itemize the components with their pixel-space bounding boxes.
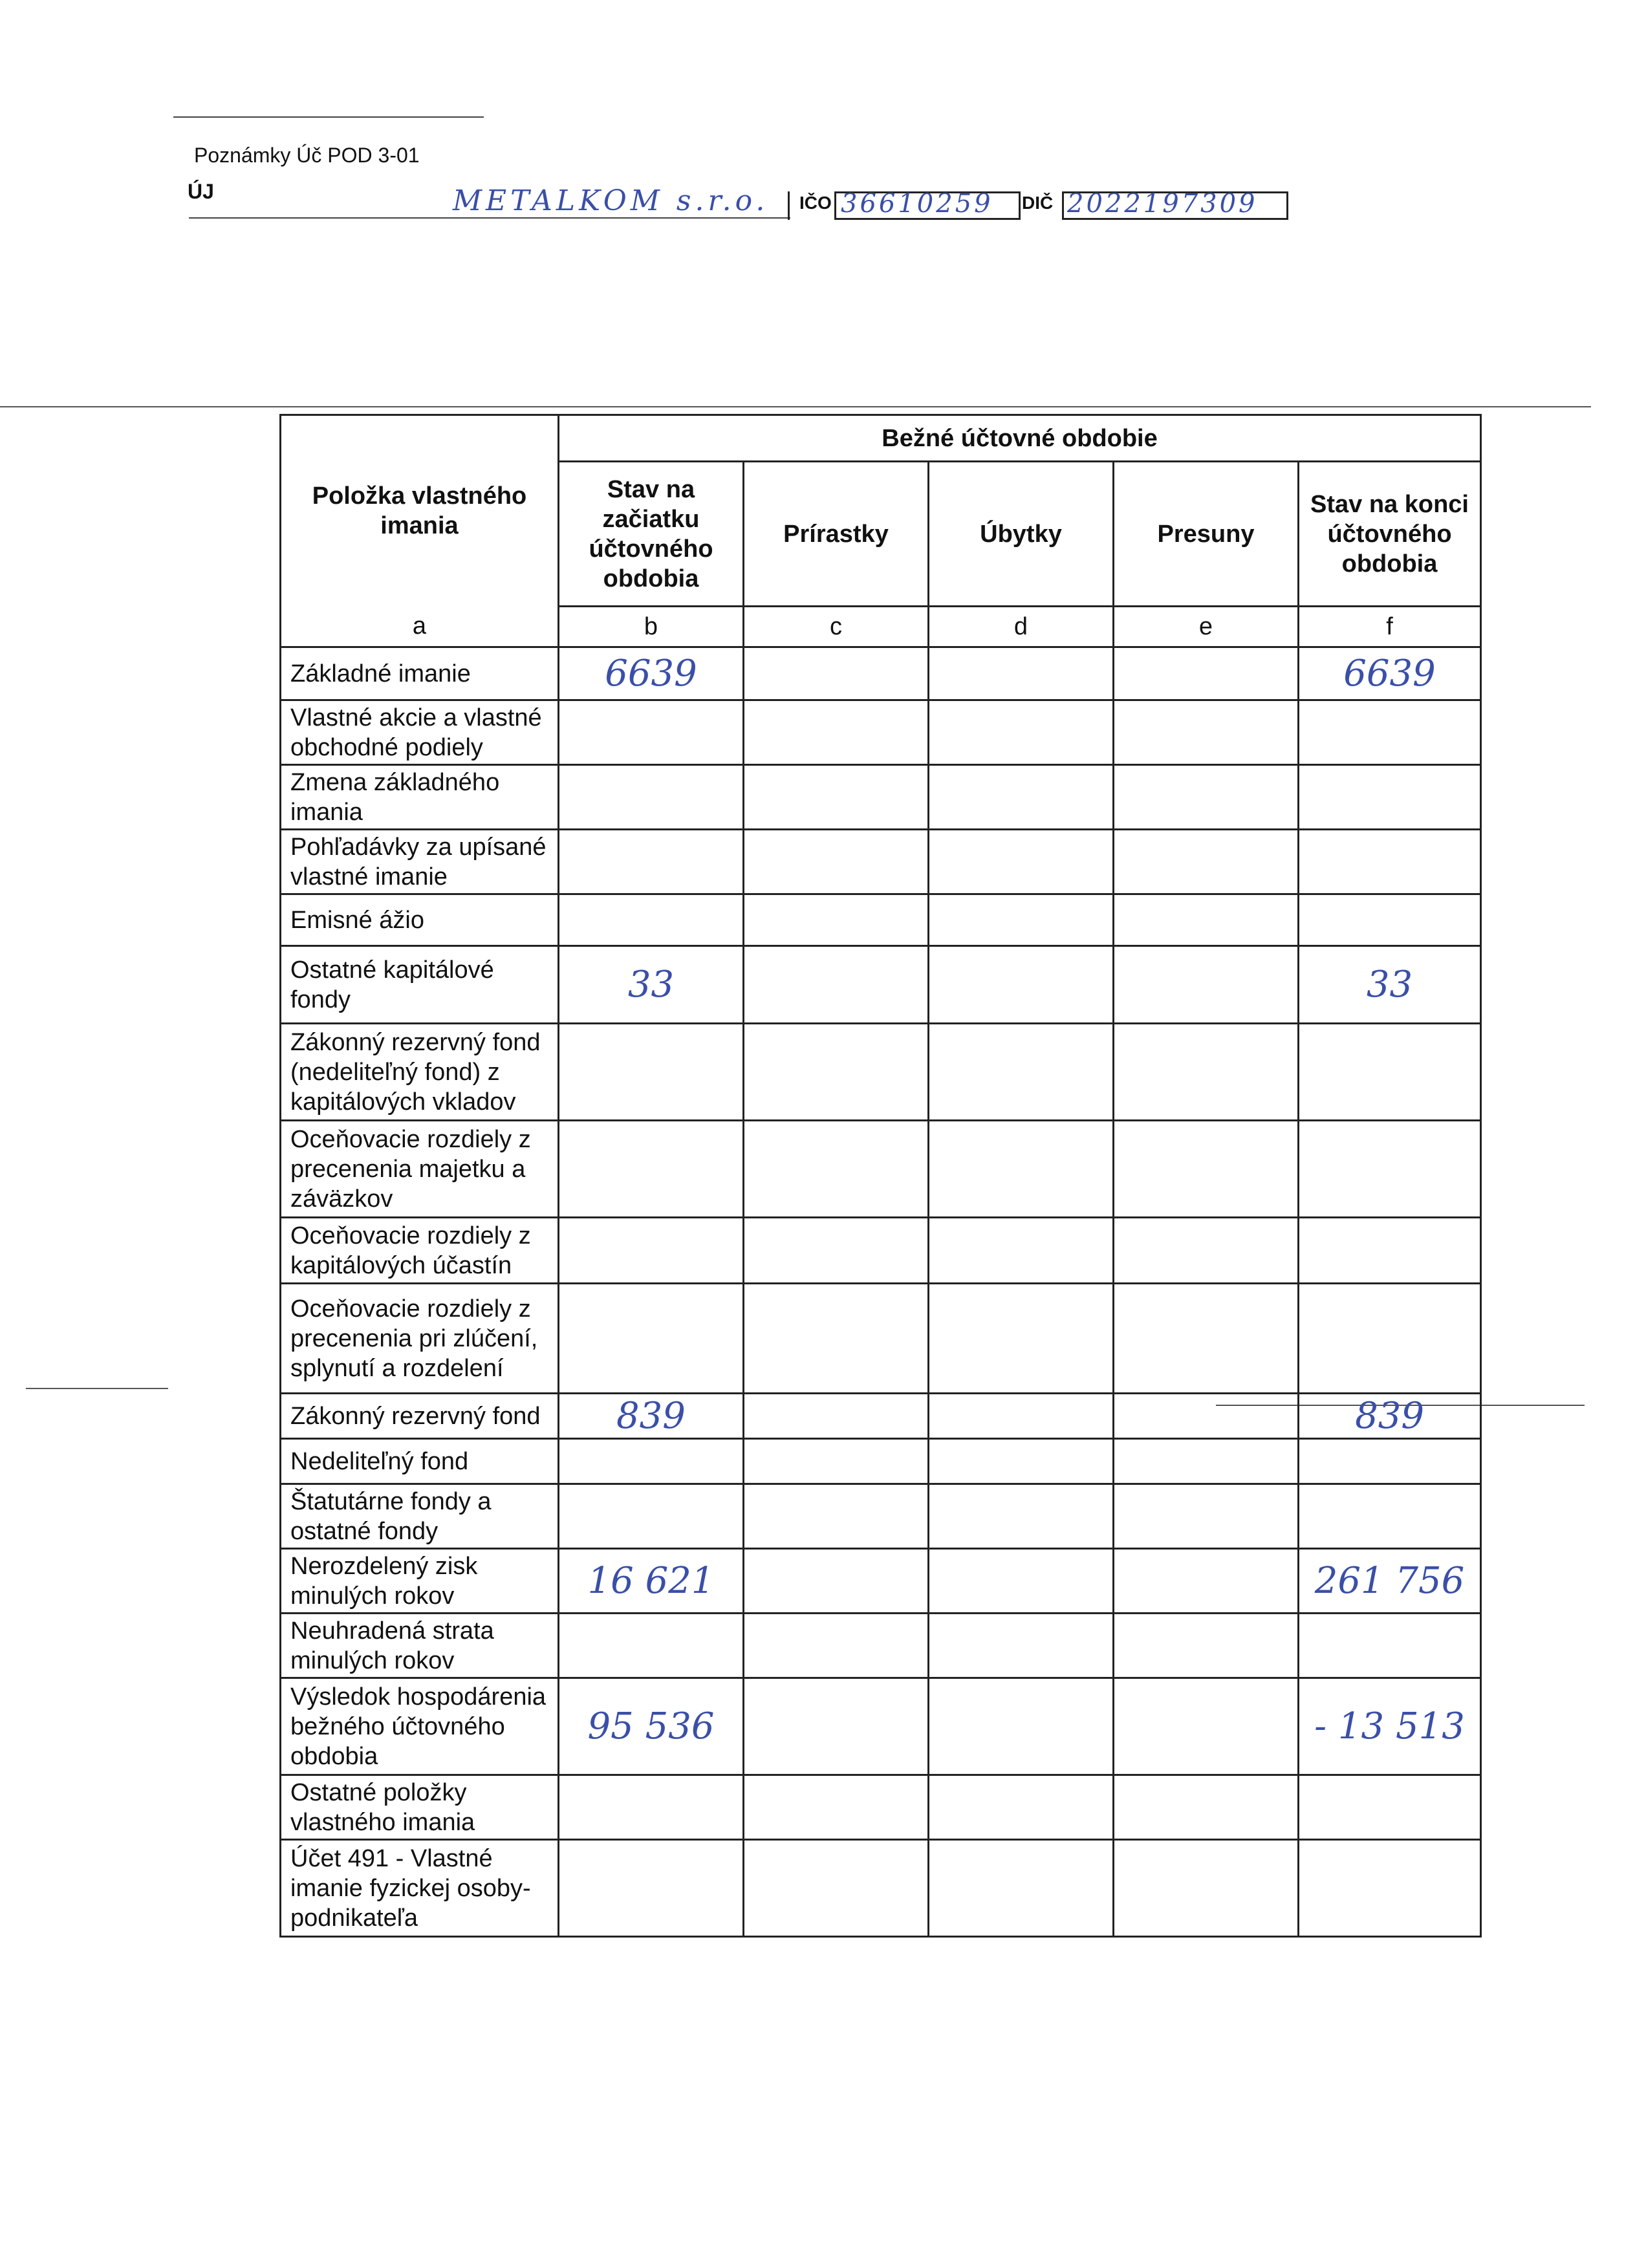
cell-e: [1114, 647, 1299, 700]
table-row: [281, 1218, 1481, 1284]
cell-e: [1114, 1439, 1299, 1484]
cell-c: [744, 1218, 929, 1284]
equity-table: [279, 414, 1482, 1938]
col-letter-a: a: [281, 607, 559, 647]
ico-value: 36610259: [841, 189, 993, 219]
col-header-c: Prírastky: [744, 462, 929, 607]
cell-c: [744, 647, 929, 700]
ico-label: IČO: [799, 193, 832, 213]
table-row: [281, 946, 1481, 1024]
cell-f: [1299, 1284, 1481, 1394]
cell-f: [1299, 765, 1481, 830]
cell-f: [1299, 1484, 1481, 1549]
cell-c: [744, 1840, 929, 1937]
table-row: [281, 830, 1481, 894]
col-header-b: Stav na začiatku účtovného obdobia: [559, 462, 744, 607]
col-header-d: Úbytky: [929, 462, 1114, 607]
cell-d: [929, 1439, 1114, 1484]
row-label: Ostatné kapitálové fondy: [281, 946, 559, 1024]
cell-e: [1114, 894, 1299, 946]
cell-c: [744, 765, 929, 830]
cell-d: [929, 1284, 1114, 1394]
cell-b: [559, 830, 744, 894]
cell-d: [929, 1218, 1114, 1284]
cell-f: [1299, 1218, 1481, 1284]
cell-e: [1114, 1024, 1299, 1121]
cell-b: [559, 1121, 744, 1218]
row-label: Oceňovacie rozdiely z precenenia majetku a záväzkov: [281, 1121, 559, 1218]
row-label: Výsledok hospodárenia bežného účtovného obdobia: [281, 1678, 559, 1775]
cell-e: [1114, 1284, 1299, 1394]
cell-c: [744, 1284, 929, 1394]
cell-b: 33: [559, 946, 744, 1024]
row-label: Ostatné položky vlastného imania: [281, 1775, 559, 1840]
cell-f: 839: [1299, 1394, 1481, 1439]
col-letter-b: b: [559, 607, 744, 647]
col-letter-e: e: [1114, 607, 1299, 647]
row-label: Emisné ážio: [281, 894, 559, 946]
cell-d: [929, 1840, 1114, 1937]
cell-c: [744, 1614, 929, 1678]
table-row: [281, 700, 1481, 765]
cell-f: [1299, 1121, 1481, 1218]
cell-c: [744, 1121, 929, 1218]
cell-c: [744, 1775, 929, 1840]
cell-b: [559, 894, 744, 946]
row-label: Základné imanie: [281, 647, 559, 700]
top-rule: [173, 116, 484, 118]
col-letter-f: f: [1299, 607, 1481, 647]
table-row: [281, 1121, 1481, 1218]
cell-e: [1114, 765, 1299, 830]
cell-e: [1114, 1218, 1299, 1284]
row-label: Oceňovacie rozdiely z precenenia pri zlúčení, splynutí a rozdelení: [281, 1284, 559, 1394]
table-row: [281, 1439, 1481, 1484]
cell-b: 839: [559, 1394, 744, 1439]
cell-b: [559, 1484, 744, 1549]
scan-line-mid: [26, 1388, 168, 1389]
table-row: [281, 1678, 1481, 1775]
row-label: Zákonný rezervný fond: [281, 1394, 559, 1439]
uj-label: ÚJ: [188, 180, 214, 203]
table-row: [281, 1614, 1481, 1678]
scan-line-top: [0, 406, 1591, 407]
cell-e: [1114, 1614, 1299, 1678]
cell-c: [744, 1484, 929, 1549]
cell-e: [1114, 1775, 1299, 1840]
cell-e: [1114, 1394, 1299, 1439]
row-label: Pohľadávky za upísané vlastné imanie: [281, 830, 559, 894]
cell-d: [929, 830, 1114, 894]
cell-d: [929, 647, 1114, 700]
cell-d: [929, 765, 1114, 830]
cell-f: [1299, 1775, 1481, 1840]
table-row: [281, 1394, 1481, 1439]
cell-f: [1299, 1024, 1481, 1121]
cell-d: [929, 700, 1114, 765]
uj-box-end: [788, 191, 790, 220]
cell-c: [744, 1024, 929, 1121]
cell-e: [1114, 1840, 1299, 1937]
table-row: [281, 765, 1481, 830]
cell-b: 95 536: [559, 1678, 744, 1775]
cell-f: - 13 513: [1299, 1678, 1481, 1775]
cell-f: [1299, 1439, 1481, 1484]
cell-d: [929, 1678, 1114, 1775]
cell-e: [1114, 700, 1299, 765]
cell-c: [744, 700, 929, 765]
cell-c: [744, 1394, 929, 1439]
cell-c: [744, 946, 929, 1024]
cell-c: [744, 1439, 929, 1484]
col-header-e: Presuny: [1114, 462, 1299, 607]
table-row: [281, 647, 1481, 700]
col-letter-d: d: [929, 607, 1114, 647]
table-row: [281, 1549, 1481, 1614]
cell-f: 6639: [1299, 647, 1481, 700]
row-label: Účet 491 - Vlastné imanie fyzickej osoby-podnikateľa: [281, 1840, 559, 1937]
cell-f: [1299, 1840, 1481, 1937]
table-row: [281, 1284, 1481, 1394]
cell-d: [929, 1614, 1114, 1678]
cell-b: [559, 1284, 744, 1394]
cell-d: [929, 1121, 1114, 1218]
row-label: Nedeliteľný fond: [281, 1439, 559, 1484]
row-label: Oceňovacie rozdiely z kapitálových účastín: [281, 1218, 559, 1284]
cell-d: [929, 894, 1114, 946]
cell-b: [559, 1439, 744, 1484]
cell-b: [559, 765, 744, 830]
row-label: Zmena základného imania: [281, 765, 559, 830]
cell-e: [1114, 830, 1299, 894]
cell-b: 16 621: [559, 1549, 744, 1614]
cell-e: [1114, 1678, 1299, 1775]
cell-b: [559, 1775, 744, 1840]
cell-d: [929, 1024, 1114, 1121]
cell-d: [929, 1484, 1114, 1549]
cell-e: [1114, 1549, 1299, 1614]
dic-label: DIČ: [1022, 193, 1054, 213]
table-row: [281, 1775, 1481, 1840]
table-row: [281, 1840, 1481, 1937]
cell-e: [1114, 1121, 1299, 1218]
cell-b: [559, 700, 744, 765]
cell-f: [1299, 830, 1481, 894]
col-letter-c: c: [744, 607, 929, 647]
table-body: [281, 647, 1481, 1937]
cell-d: [929, 946, 1114, 1024]
cell-b: [559, 1024, 744, 1121]
cell-c: [744, 1678, 929, 1775]
table-row: [281, 894, 1481, 946]
cell-c: [744, 1549, 929, 1614]
form-code: Poznámky Úč POD 3-01: [194, 144, 420, 167]
table-row: [281, 1484, 1481, 1549]
row-label: Štatutárne fondy a ostatné fondy: [281, 1484, 559, 1549]
cell-b: [559, 1840, 744, 1937]
cell-c: [744, 894, 929, 946]
cell-f: [1299, 1614, 1481, 1678]
row-label: Zákonný rezervný fond (nedeliteľný fond) z kapitálových vkladov: [281, 1024, 559, 1121]
cell-f: 33: [1299, 946, 1481, 1024]
company-name-handwritten: METALKOM s.r.o.: [453, 184, 769, 217]
uj-underline: [189, 217, 790, 219]
cell-f: 261 756: [1299, 1549, 1481, 1614]
cell-f: [1299, 700, 1481, 765]
cell-b: [559, 1614, 744, 1678]
cell-d: [929, 1394, 1114, 1439]
dic-value: 2022197309: [1067, 189, 1258, 219]
cell-c: [744, 830, 929, 894]
col-header-f: Stav na konci účtovného obdobia: [1299, 462, 1481, 607]
cell-d: [929, 1549, 1114, 1614]
cell-e: [1114, 946, 1299, 1024]
cell-e: [1114, 1484, 1299, 1549]
cell-b: [559, 1218, 744, 1284]
row-label: Nerozdelený zisk minulých rokov: [281, 1549, 559, 1614]
cell-b: 6639: [559, 647, 744, 700]
row-label: Vlastné akcie a vlastné obchodné podiely: [281, 700, 559, 765]
table-row: [281, 1024, 1481, 1121]
cell-f: [1299, 894, 1481, 946]
row-label: Neuhradená strata minulých rokov: [281, 1614, 559, 1678]
group-header: Bežné účtovné obdobie: [559, 415, 1481, 462]
cell-d: [929, 1775, 1114, 1840]
col-item-header: Položka vlastného imania: [281, 415, 559, 607]
